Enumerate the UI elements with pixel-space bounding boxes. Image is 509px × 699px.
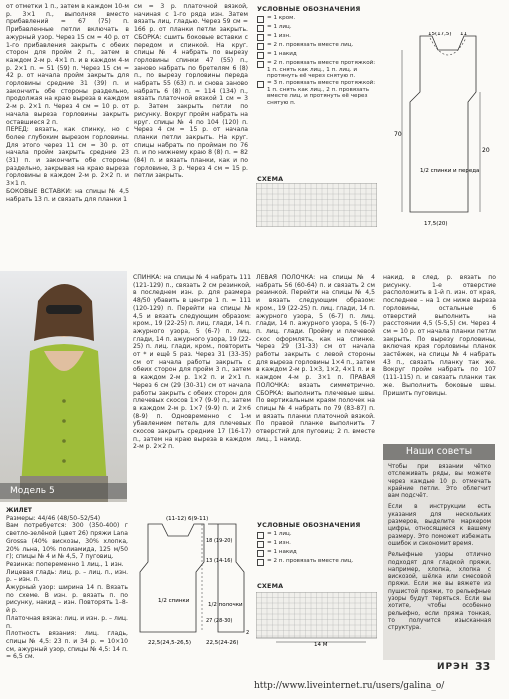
page-number: 33: [475, 660, 491, 673]
text-column-2: [134, 3, 248, 180]
legend-text: = 1 кром.: [267, 15, 296, 21]
tips-title: Наши советы: [383, 444, 495, 460]
model-photo: [0, 271, 127, 502]
tips-body: [388, 464, 491, 633]
legend-text: = 1 лиц.: [267, 531, 292, 537]
symbol-icon: [257, 16, 264, 23]
tip-1: Чтобы при вязании чётко отслеживать ряды, вы можете через каждые 10 р. отмечать крайние петли. Это облегчит вам подсчёт.: [388, 464, 491, 500]
tip-2: Если в инструкции есть указания для нескольких размеров, выделите маркером цифры, относящиеся к вашему размеру. Это поможет избежать ошибок и сэкономит время.: [388, 504, 491, 547]
legend-title: УСЛОВНЫЕ ОБОЗНАЧЕНИЯ: [257, 5, 361, 13]
jilet-glad: Лицевая гладь: лиц. р. – лиц. п., изн. р. – изн. п.: [6, 568, 128, 584]
p2-bottom2: 22,5(24-26): [206, 640, 239, 646]
legend-item: [257, 558, 377, 566]
symbol-icon: [257, 550, 264, 557]
symbol-icon: [257, 34, 264, 41]
legend-item: [257, 531, 377, 539]
dim-70: 70: [394, 131, 402, 138]
legend-text: = 2 п. провязать вместе лиц.: [267, 42, 354, 48]
p2-right-label: 1/2 полочки: [208, 602, 243, 608]
p2-top: (11-12) 6(9-11): [166, 516, 209, 522]
legend-item: [257, 60, 377, 80]
top-dims: 15(17,5): [428, 32, 452, 37]
pattern-schematic-1: [380, 32, 490, 232]
jilet-rez: Резинка: попеременно 1 лиц., 1 изн.: [6, 560, 124, 568]
dim-20: 20: [482, 147, 490, 154]
spinka-text: СПИНКА: на спицы № 4 набрать 111 (121-129) п., связать 2 см резинкой, в последнем изн. р. для размера 48/50 убавить в центре 1 п. = 111 (120-129) п. Перейти на спицы № 4,5 и вязать следующим образом: кром., 19 (22-25) п. лиц. глади, 14 п. ажурного узора, 5 (6-7) п. лиц. глади, 14 п. ажурного узора, 19 (22-25) п. лиц. глади, кром., повторить от * и ещё 5 раз. Через 31 (33-35) см от начала работы закрыть с обеих сторон для пройм 3 п., затем в каждом 2-м р. 1×2 п. и 2×1 п. Через 6 см (29 (30-31) см от начала работы закрыть с обеих сторон для плечевых скосов 1×7 (9-9) п., затем в каждом 2-м р. 1×7 (9-9) п. и 2×6 (8-9) п. Одновременно с 1-м убавлением петель для плечевых скосов закрыть средние 17 (16-17) п., затем на краю выреза в каждом 2-м р. 2×2 п.: [133, 274, 252, 451]
symbol-icon: [257, 52, 264, 59]
legend-item: [257, 51, 377, 59]
jilet-sizes: Размеры: 44/46 (48/50–52/54): [6, 514, 101, 522]
sborka-text: см = 3 р. платочной вязкой, начиная с 1-го ряда изн. Затем вязать лиц. гладью. Через 59 см = 166 р. от планки петли закрыть. СБОРКА: сшить боковые вставки с передом и спинкой. На круг. спицы № 4 набрать по вырезу горловины спинки 47 (55) п., заново набрать по бретелям 6 (8) п., по вырезу горловины переда набрать 55 (63) п. и снова заново набрать 6 (8) п. = 114 (134) п., вязать платочной вязкой 1 см = 3 р. Затем закрыть петли по рисунку. Вокруг пройм набрать на круг. спицы № 4 по 104 (120) п. Через 4 см = 15 р. от начала планки петли закрыть. На круг. спицы набрать по проймам по 76 п. и по нижнему краю 8 (8) п. = 82 (84) п. и вязать планки, как и по горловине, 3 р. Через 4 см = 15 р. петли закрыть.: [134, 3, 248, 180]
jilet-dens: Плотность вязания: лиц. гладь, спицы № 4,5: 23 п. и 34 р. = 10×10 см, ажурный узор, спицы № 4,5: 14 п. = 6,5 см.: [6, 630, 128, 661]
legend-item: [257, 80, 377, 106]
knitting-chart-1: [256, 183, 377, 227]
jilet-ajur: Ажурный узор: ширина 14 п. Вязать по схеме. В изн. р. вязать п. по рисунку, накид – изн. Повторять 1–8-й р.: [6, 584, 128, 615]
legend-item: [257, 24, 377, 32]
legend-text: = 1 накид: [267, 51, 297, 57]
legend-text: = 1 изн.: [267, 33, 291, 39]
knitting-chart-2: [256, 592, 377, 647]
p2-dim2: 13 (14-16): [206, 558, 233, 564]
woman-in-vest-image: [0, 271, 127, 502]
brand: ИРЭН: [437, 662, 470, 672]
model-label: Модель 5: [0, 483, 127, 499]
tip-3: Рельефные узоры отлично подходят для гладкой пряжи, например, хлопка, хлопка с вискозой, шёлка или смесовой пряжи. Если же вы вяжете из пушистой пряжи, то рельефные узоры будут теряться. Если вы хотите, чтобы особенно рельефно, если пряжа тонкая, то получится изысканная структура.: [388, 552, 491, 632]
p2-bottom: 22,5(24,5-26,5): [148, 640, 192, 646]
source-url[interactable]: http://www.liveinternet.ru/users/galina_o/: [254, 681, 445, 691]
legend-text: = 1 изн.: [267, 540, 291, 546]
schema-title: СХЕМА: [257, 175, 284, 183]
front-label: 1/2 спинки и переда: [420, 168, 480, 174]
legend-text: = 2 п. провязать вместе лиц.: [267, 558, 354, 564]
top-dims-2: 11: [460, 32, 467, 37]
symbol-icon: [257, 559, 264, 566]
rapport-label: 14 М: [314, 642, 328, 647]
legend-text: = 2 п. провязать вместе протяжкой: 1 п. снять как лиц., 1 п. лиц. и протянуть её через снятую п.: [267, 60, 376, 80]
jilet-need: Вам потребуется: 300 (350-400) г светло-зелёной (цвет 26) пряжи Lana Grossa (40% вискозы, 30% хлопка, 20% льна, 10% полиамида, 125 м/50 г); спицы № 4 и № 4,5, 7 пуговиц.: [6, 522, 128, 561]
legend-text: = 1 лиц.: [267, 24, 292, 30]
jilet-plat: Платочная вязка: лиц. и изн. р. – лиц. п.: [6, 614, 128, 630]
jilet-title: ЖИЛЕТ: [6, 507, 32, 514]
bokovye-text: БОКОВЫЕ ВСТАВКИ: на спицы № 4,5 набрать 13 п. и связать для планки 1: [6, 187, 129, 203]
p2-dim4: 2: [246, 630, 250, 636]
legend-item: [257, 540, 377, 548]
jilet-block: [6, 507, 128, 661]
legend-item: [257, 549, 377, 557]
legend-item: [257, 42, 377, 50]
polochka-text: ЛЕВАЯ ПОЛОЧКА: на спицы № 4 набрать 56 (60-64) п. и связать 2 см резинкой. Перейти на спицы № 4,5 и вязать следующим образом: кром., 19 (22-25) п. лиц. глади, 14 п. ажурного узора, 5 (6-7) п. лиц. глади, 14 п. ажурного узора, 5 (6-7) п. лиц. глади. Пройму и плечевой скос оформлять, как на спинке. Через 29 (31-33) см от начала работы закрыть с левой стороны для выреза горловины 1×4 п., затем в каждом 2-м р. 1×3, 1×2, 4×1 п. и в каждом 4-м р. 3×1 п. ПРАВАЯ ПОЛОЧКА: вязать симметрично. СБОРКА: выполнить плечевые швы. По вертикальным краям полочек на спицы № 4 набрать по 79 (83-87) п. и вязать планки платочной вязкой. По правой планке выполнить 7 отверстий для пуговиц: 2 п. вместе лиц., 1 накид.: [256, 274, 375, 443]
p2-left-label: 1/2 спинки: [158, 598, 190, 604]
schema2-title: СХЕМА: [257, 582, 284, 590]
legend-item: [257, 33, 377, 41]
legend-text: = 3 п. провязать вместе протяжкой: 1 п. снять как лиц., 2 п. провязать вместе лиц. и протянуть её через снятую п.: [267, 80, 376, 106]
symbol-icon: [257, 541, 264, 548]
pered-text: ПЕРЕД: вязать, как спинку, но с более глубоким вырезом горловины. Для этого через 11 см = 30 р. от начала пройм закрыть средние 23 (31) п. и закончить обе стороны раздельно, закрывая на краю выреза горловины в каждом 2-м р. 2×2 п. и 3×1 п.: [6, 126, 129, 188]
legend-item: [257, 15, 377, 23]
p2-dim1: 18 (19-20): [206, 538, 233, 544]
legend2-title: УСЛОВНЫЕ ОБОЗНАЧЕНИЯ: [257, 521, 361, 529]
symbol-icon: [257, 43, 264, 50]
symbol-icon: [257, 25, 264, 32]
intro-text: от отметки 1 п., затем в каждом 10-м р. 3×1 п., выполняя вместо прибавлений = 67 (75) п. Прибавленные петли включать в ажурный узор. Через 15 см = 40 р. от 1-го прибавления закрыть с обеих сторон для пройм 2 п., затем в каждом 2-м р. 4×1 п. и в каждом 4-м р. 2×1 п. = 51 (59) п. Через 15 см = 42 р. от начала пройм закрыть для горловины средние 31 (39) п. и закончить обе стороны раздельно, продолжая на краю выреза в каждом 2-м р. 2×1 п. Через 4 см = 10 р. от начала выреза горловины закрыть оставшиеся 2 п.: [6, 3, 129, 126]
text-column-1: [6, 3, 129, 203]
pattern-schematic-2: [134, 512, 254, 662]
bottom-dims: 17,5(20): [424, 221, 448, 227]
legend-text: = 1 накид: [267, 549, 297, 555]
symbol-icon: [257, 61, 264, 68]
p2-dim3: 27 (28-30): [206, 618, 233, 624]
continuation-text: накид. в след. р. вязать по рисунку. 1-е отверстие расположить в 1-й п. изн. от края, последнее – на 1 см ниже выреза горловины, остальные 6 отверстий выполнить на расстоянии 4,5 (5-5,5) см. Через 4 см = 10 р. от начала планки петли закрыть. По вырезу горловины, включая края горловины планок застёжек, на спицы № 4 набрать 43 п., связать планку так же. Вокруг пройм набрать по 107 (111-115) п. и связать планки так же. Выполнить боковые швы. Пришить пуговицы.: [383, 274, 496, 397]
symbol-icon: [257, 81, 264, 88]
symbol-icon: [257, 532, 264, 539]
